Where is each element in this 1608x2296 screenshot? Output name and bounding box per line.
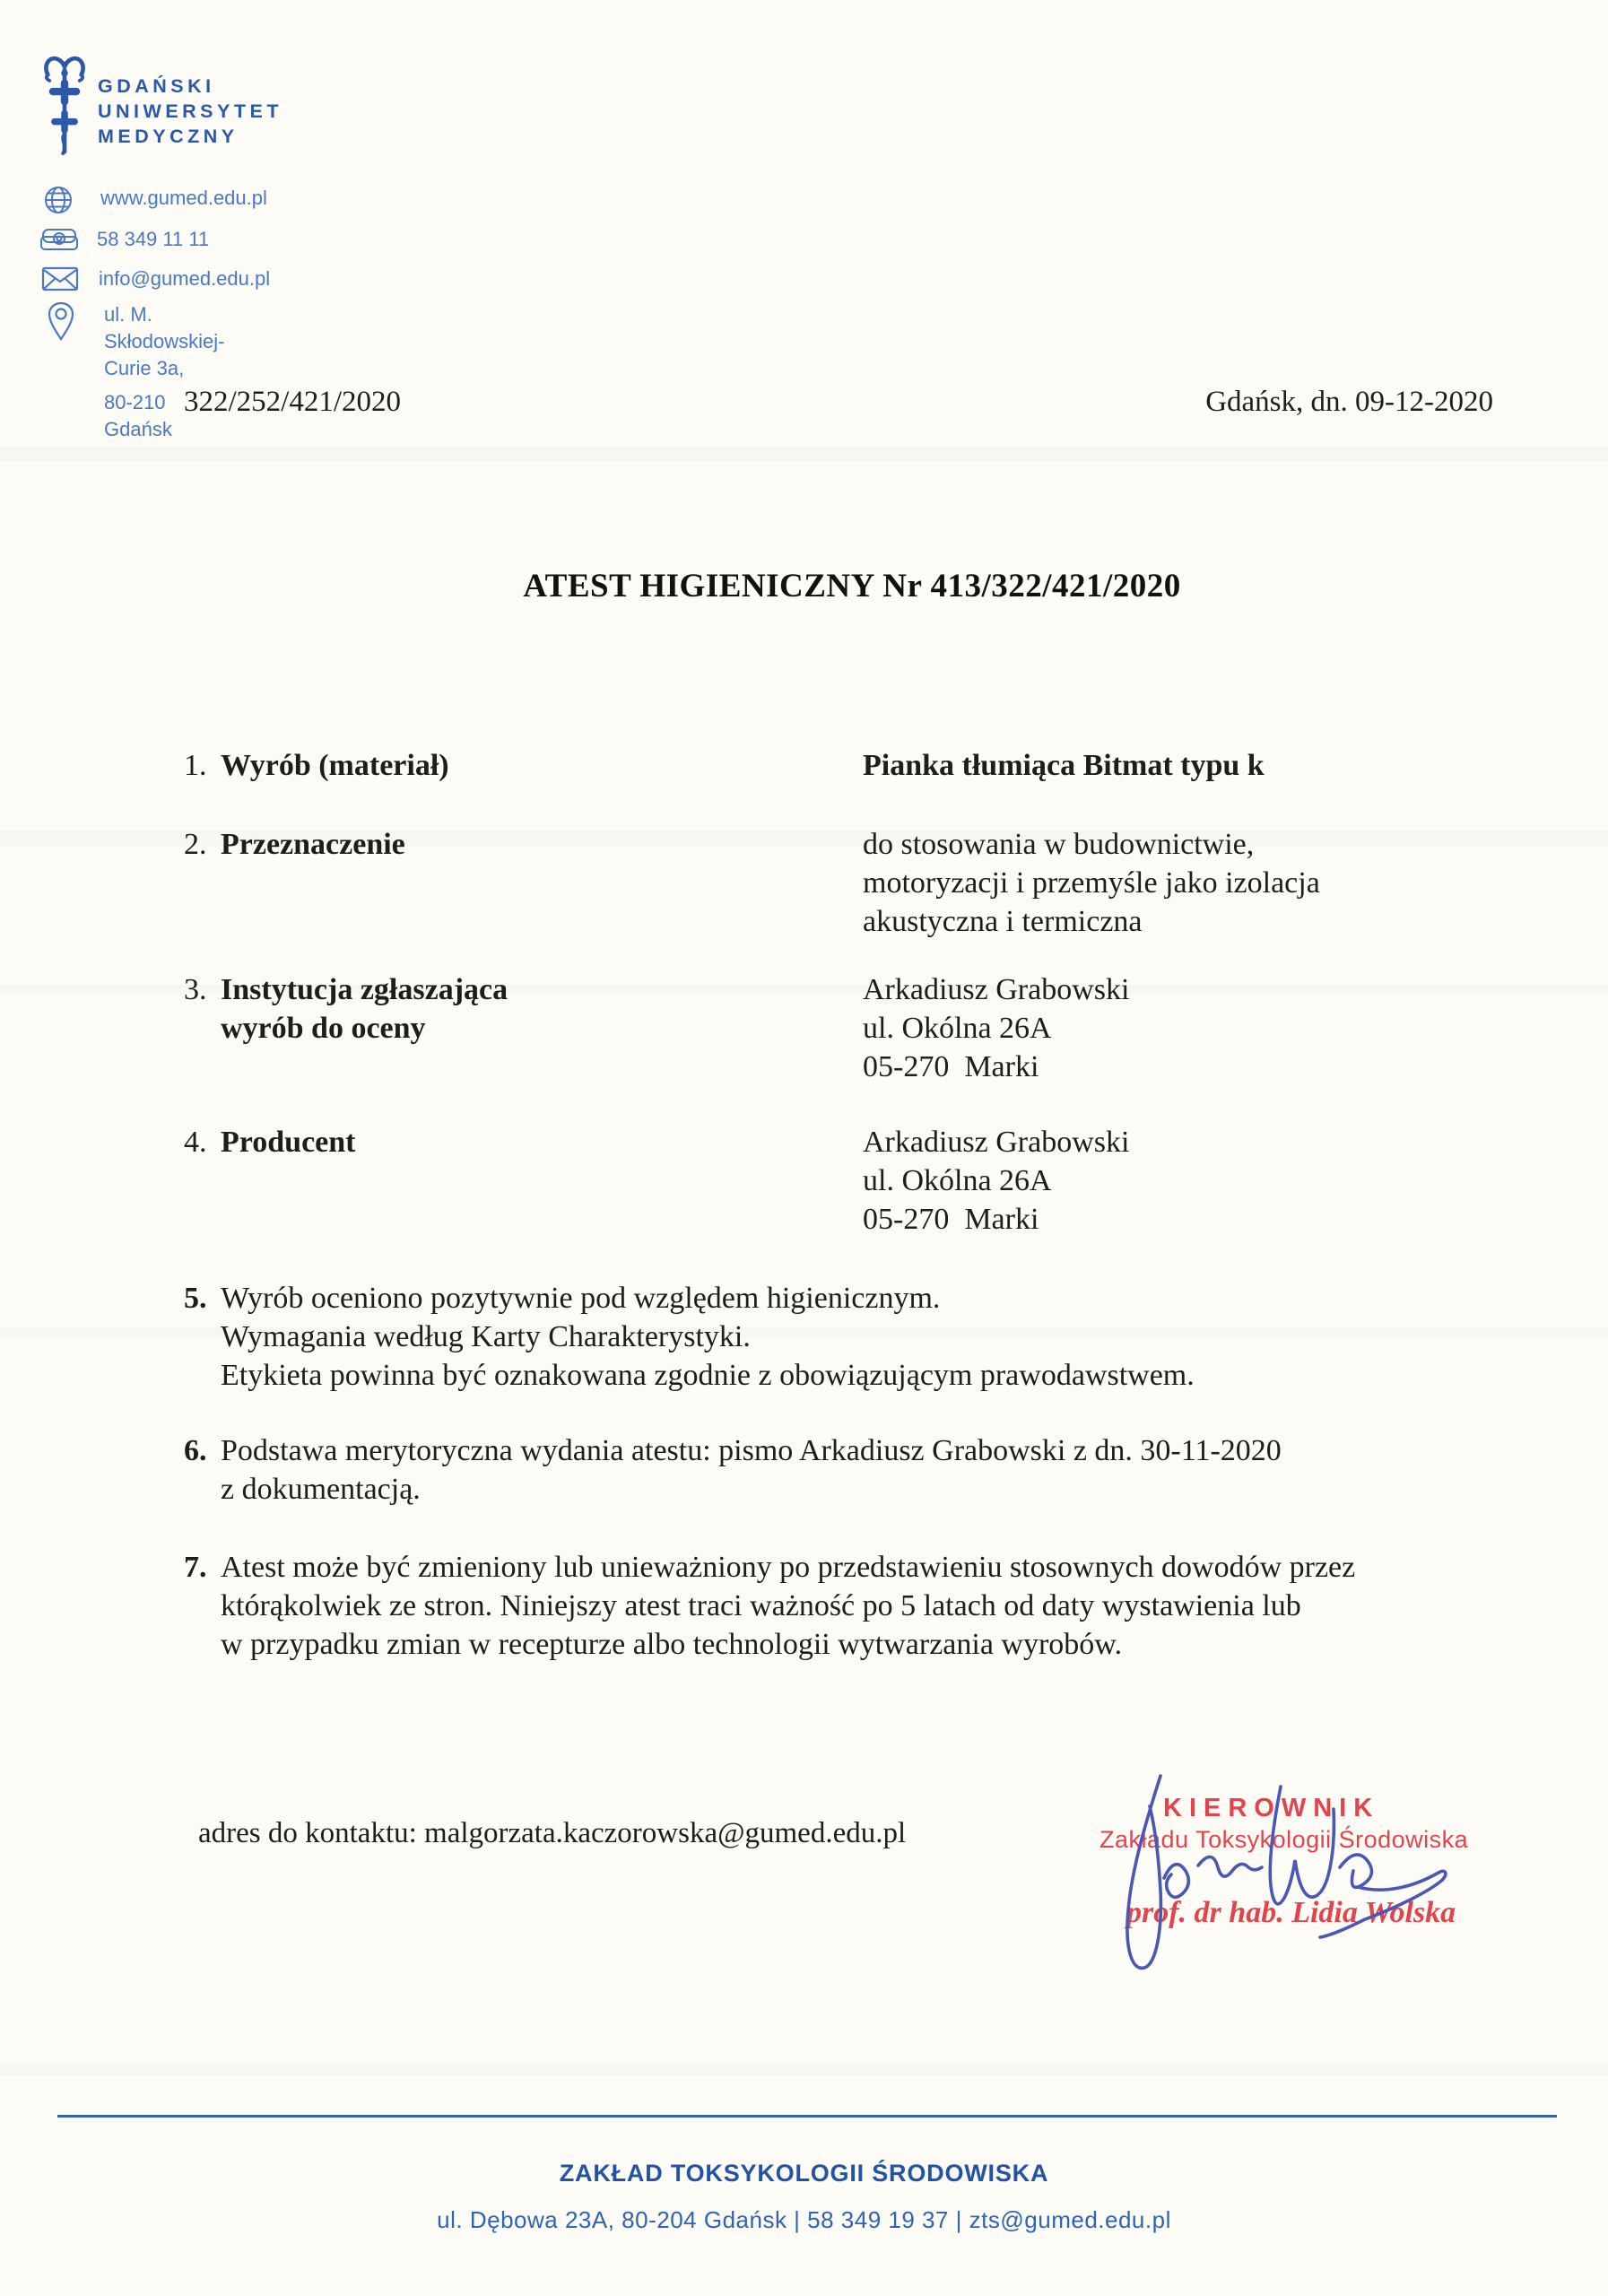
field-value: Pianka tłumiąca Bitmat typu k [863, 749, 1265, 782]
footer-address: ul. Dębowa 23A, 80-204 Gdańsk | 58 349 19 37 | zts@gumed.edu.pl [437, 2206, 1171, 2233]
item-number: 2. [184, 828, 207, 861]
phone-icon [39, 226, 79, 253]
item-number: 4. [184, 1126, 207, 1159]
place-and-date: Gdańsk, dn. 09-12-2020 [1205, 386, 1493, 418]
address-line2: 80-210 Gdańsk [104, 391, 172, 440]
stamp-department: Zakładu Toksykologii Środowiska [1100, 1826, 1469, 1853]
paragraph-basis [184, 1431, 1538, 1509]
scan-band [0, 447, 1608, 461]
location-pin-icon [47, 301, 75, 341]
university-name-line: UNIWERSYTET [98, 100, 282, 122]
footer-department: ZAKŁAD TOKSYKOLOGII ŚRODOWISKA [559, 2160, 1049, 2187]
reference-number: 322/252/421/2020 [184, 386, 402, 418]
field-label: Producent [221, 1126, 356, 1159]
contact-address-line: adres do kontaktu: malgorzata.kaczorowska@gumed.edu.pl [198, 1817, 907, 1849]
stamp-title: KIEROWNIK [1163, 1794, 1380, 1822]
footer-divider [57, 2115, 1557, 2118]
field-value: do stosowania w budownictwie, motoryzacji i przemyśle jako izolacja akustyczna i termiczna [863, 828, 1320, 938]
paragraph-number: 7. [184, 1551, 207, 1584]
address-text [104, 301, 224, 443]
university-emblem-icon [39, 52, 90, 158]
field-label: Wyrób (materiał) [221, 749, 449, 782]
item-number: 1. [184, 749, 207, 782]
paragraph-text: Wyrób oceniono pozytywnie pod względem higienicznym. Wymagania według Karty Charakterystyki. Etykieta powinna być oznakowana zgodnie z obowiązującym prawodawstwem. [221, 1282, 1195, 1392]
email-text: info@gumed.edu.pl [99, 267, 271, 290]
paragraph-number: 6. [184, 1434, 207, 1467]
phone-text: 58 349 11 11 [97, 228, 210, 250]
item-number: 3. [184, 973, 207, 1006]
field-label: Przeznaczenie [221, 828, 405, 861]
paragraph-assessment [184, 1279, 1538, 1395]
field-value: Arkadiusz Grabowski ul. Okólna 26A 05-270 Marki [863, 1126, 1130, 1236]
certificate-title: ATEST HIGIENICZNY Nr 413/322/421/2020 [523, 568, 1181, 604]
scan-band [0, 2063, 1608, 2075]
paragraph-number: 5. [184, 1282, 207, 1315]
field-value: Arkadiusz Grabowski ul. Okólna 26A 05-270 Marki [863, 973, 1130, 1083]
university-name-line: GDAŃSKI [98, 75, 215, 97]
globe-icon [43, 185, 74, 215]
handwritten-signature [1105, 1760, 1456, 1986]
paragraph-text: Atest może być zmieniony lub unieważniony po przedstawieniu stosownych dowodów przez którąkolwiek ze stron. Niniejszy atest traci ważność po 5 latach od daty wystawienia lub w przypadku zmian w recepturze albo technologii wytwarzania wyrobów. [221, 1551, 1356, 1661]
university-name-line: MEDYCZNY [98, 126, 239, 147]
address-line1: ul. M. Skłodowskiej-Curie 3a, [104, 303, 225, 379]
stamp-signer-name: prof. dr hab. Lidia Wolska [1126, 1896, 1456, 1929]
university-name [98, 74, 282, 149]
website-text: www.gumed.edu.pl [100, 187, 267, 209]
field-label: Instytucja zgłaszająca wyrób do oceny [221, 973, 508, 1045]
envelope-icon [41, 265, 79, 292]
paragraph-text: Podstawa merytoryczna wydania atestu: pismo Arkadiusz Grabowski z dn. 30-11-2020 z dokumentacją. [221, 1434, 1282, 1506]
paragraph-validity [184, 1548, 1538, 1664]
